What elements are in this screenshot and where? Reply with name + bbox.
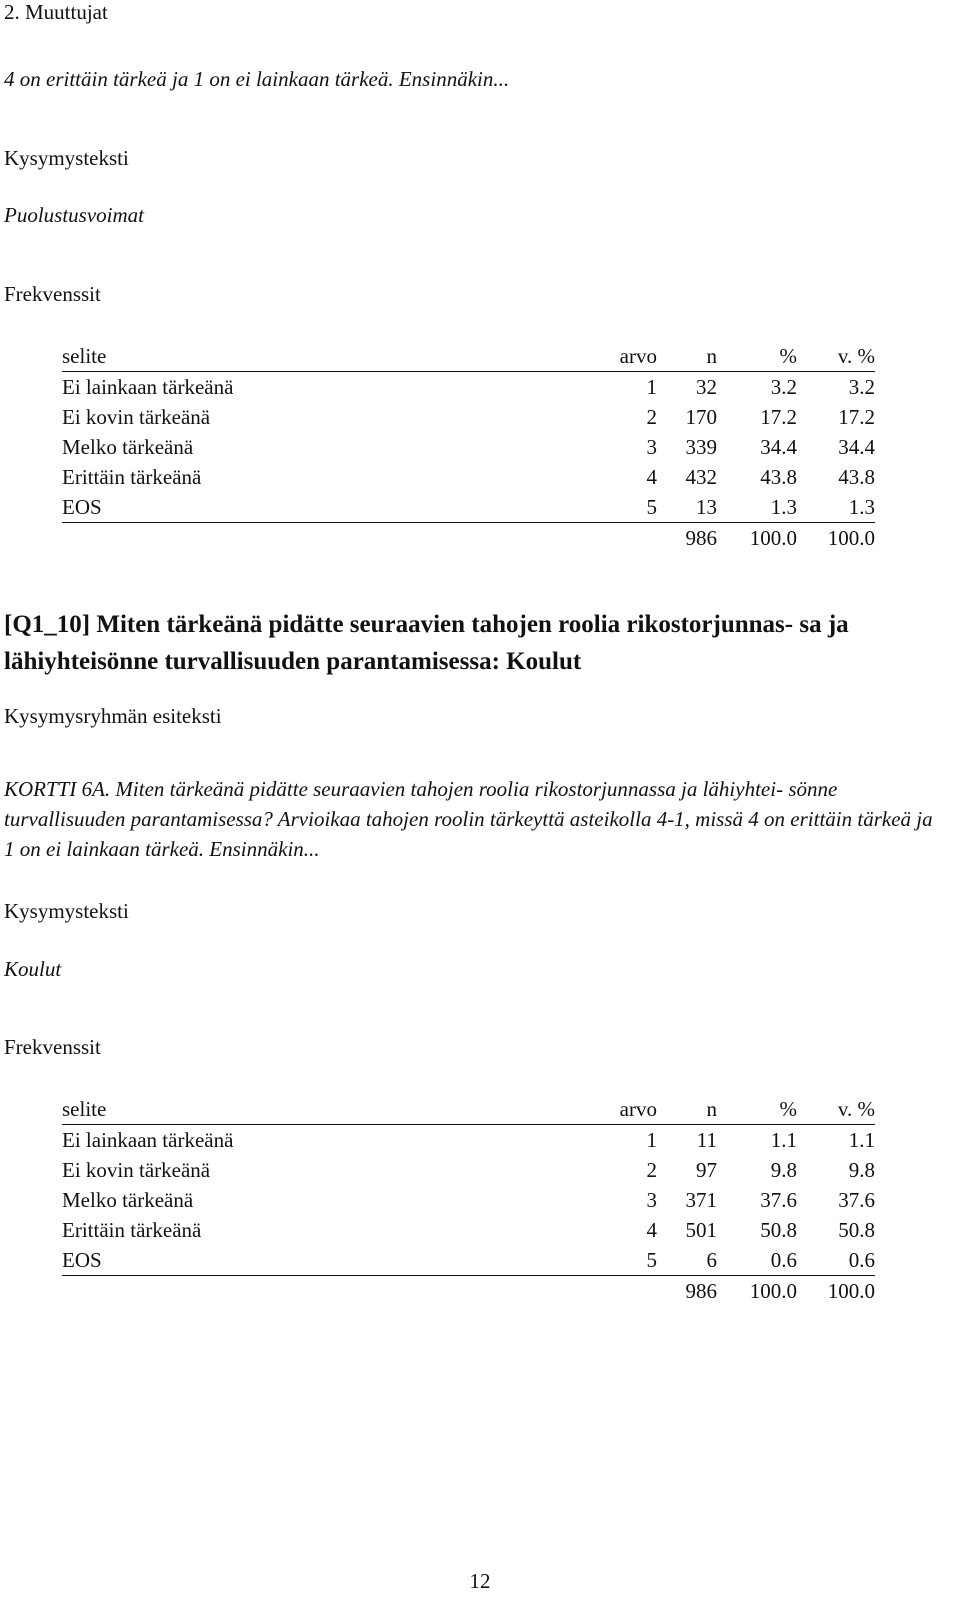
table-row bbox=[62, 462, 875, 492]
cell-percent: 3.2 bbox=[770, 375, 797, 399]
table-total-row bbox=[62, 1276, 875, 1307]
cell-label: Melko tärkeänä bbox=[62, 1188, 194, 1212]
header-percent: % bbox=[717, 1094, 797, 1125]
table-row bbox=[62, 1245, 875, 1276]
cell-percent: 1.1 bbox=[770, 1128, 797, 1152]
cell-valid-percent: 34.4 bbox=[838, 435, 875, 459]
total-n: 986 bbox=[685, 1279, 717, 1303]
table-row bbox=[62, 1155, 875, 1185]
cell-label: Ei lainkaan tärkeänä bbox=[62, 375, 234, 399]
cell-percent: 0.6 bbox=[717, 1245, 797, 1276]
section-header: 2. Muuttujat bbox=[4, 0, 108, 24]
cell-valid-percent: 9.8 bbox=[848, 1158, 875, 1182]
table-row bbox=[62, 372, 875, 403]
group-heading: Kysymysryhmän esiteksti bbox=[4, 704, 222, 728]
cell-arvo: 2 bbox=[646, 405, 657, 429]
cell-arvo: 5 bbox=[617, 492, 657, 523]
table-row bbox=[62, 1215, 875, 1245]
cell-n: 170 bbox=[685, 405, 717, 429]
question-title: [Q1_10] Miten tärkeänä pidätte seuraavien tahojen roolia rikostorjunnas- sa ja lähiyhteisönne turvallisuuden parantamisessa: Koulut bbox=[4, 611, 849, 675]
cell-percent: 1.3 bbox=[717, 492, 797, 523]
total-n: 986 bbox=[685, 526, 717, 550]
total-arvo bbox=[617, 1276, 657, 1307]
frequency-table bbox=[62, 1094, 875, 1306]
table-row bbox=[62, 492, 875, 523]
total-percent: 100.0 bbox=[749, 526, 797, 550]
cell-n: 97 bbox=[696, 1158, 717, 1182]
cell-label: Melko tärkeänä bbox=[62, 435, 194, 459]
header-percent: % bbox=[717, 341, 797, 372]
cell-percent: 17.2 bbox=[760, 405, 797, 429]
cell-valid-percent: 50.8 bbox=[838, 1218, 875, 1242]
group-intro-text: KORTTI 6A. Miten tärkeänä pidätte seuraavien tahojen roolia rikostorjunnassa ja lähiyhtei- sönne turvallisuuden parantamisessa? Arvioikaa tahojen roolin tärkeyttä asteikolla 4-1, missä 4 on erittäin tärkeä ja 1 on ei lainkaan tärkeä. Ensinnäkin... bbox=[4, 777, 933, 861]
cell-percent: 37.6 bbox=[760, 1188, 797, 1212]
frequency-heading: Frekvenssit bbox=[4, 282, 101, 306]
table-row bbox=[62, 1125, 875, 1156]
cell-arvo: 1 bbox=[646, 1128, 657, 1152]
cell-valid-percent: 37.6 bbox=[838, 1188, 875, 1212]
cell-valid-percent: 1.3 bbox=[797, 492, 875, 523]
cell-valid-percent: 3.2 bbox=[848, 375, 875, 399]
cell-label: EOS bbox=[62, 492, 617, 523]
cell-n: 501 bbox=[685, 1218, 717, 1242]
header-selite: selite bbox=[62, 341, 617, 372]
cell-label: EOS bbox=[62, 1245, 617, 1276]
cell-label: Erittäin tärkeänä bbox=[62, 1218, 202, 1242]
header-n: n bbox=[657, 341, 717, 372]
cell-n: 11 bbox=[696, 1128, 717, 1152]
header-arvo: arvo bbox=[617, 1094, 657, 1125]
cell-n: 32 bbox=[696, 375, 717, 399]
cell-n: 339 bbox=[685, 435, 717, 459]
cell-label: Erittäin tärkeänä bbox=[62, 465, 202, 489]
total-label bbox=[62, 523, 617, 554]
question-text: Koulut bbox=[4, 957, 62, 981]
table-header-row bbox=[62, 1094, 875, 1125]
question-heading: Kysymysteksti bbox=[4, 146, 129, 170]
cell-valid-percent: 43.8 bbox=[838, 465, 875, 489]
question-text: Puolustusvoimat bbox=[4, 203, 144, 227]
header-selite: selite bbox=[62, 1094, 617, 1125]
cell-arvo: 4 bbox=[646, 1218, 657, 1242]
cell-percent: 9.8 bbox=[770, 1158, 797, 1182]
intro-tail: 4 on erittäin tärkeä ja 1 on ei lainkaan tärkeä. Ensinnäkin... bbox=[4, 67, 510, 91]
cell-n: 371 bbox=[685, 1188, 717, 1212]
cell-valid-percent: 17.2 bbox=[838, 405, 875, 429]
table-row bbox=[62, 432, 875, 462]
frequency-heading: Frekvenssit bbox=[4, 1035, 101, 1059]
header-valid-percent: v. % bbox=[797, 1094, 875, 1125]
frequency-table bbox=[62, 341, 875, 553]
table-row bbox=[62, 1185, 875, 1215]
header-n: n bbox=[657, 1094, 717, 1125]
cell-arvo: 4 bbox=[646, 465, 657, 489]
total-percent: 100.0 bbox=[749, 1279, 797, 1303]
cell-arvo: 3 bbox=[646, 1188, 657, 1212]
cell-arvo: 5 bbox=[617, 1245, 657, 1276]
cell-arvo: 2 bbox=[646, 1158, 657, 1182]
total-valid-percent: 100.0 bbox=[827, 526, 875, 550]
cell-percent: 34.4 bbox=[760, 435, 797, 459]
question-heading: Kysymysteksti bbox=[4, 899, 129, 923]
cell-n: 6 bbox=[657, 1245, 717, 1276]
page-number: 12 bbox=[469, 1569, 491, 1593]
cell-arvo: 3 bbox=[646, 435, 657, 459]
header-arvo: arvo bbox=[617, 341, 657, 372]
table-header-row bbox=[62, 341, 875, 372]
cell-label: Ei kovin tärkeänä bbox=[62, 1158, 211, 1182]
header-valid-percent: v. % bbox=[797, 341, 875, 372]
cell-arvo: 1 bbox=[646, 375, 657, 399]
cell-valid-percent: 1.1 bbox=[848, 1128, 875, 1152]
total-arvo bbox=[617, 523, 657, 554]
table-total-row bbox=[62, 523, 875, 554]
table-row bbox=[62, 402, 875, 432]
cell-label: Ei lainkaan tärkeänä bbox=[62, 1128, 234, 1152]
cell-percent: 50.8 bbox=[760, 1218, 797, 1242]
cell-n: 432 bbox=[685, 465, 717, 489]
cell-percent: 43.8 bbox=[760, 465, 797, 489]
total-label bbox=[62, 1276, 617, 1307]
cell-valid-percent: 0.6 bbox=[797, 1245, 875, 1276]
cell-label: Ei kovin tärkeänä bbox=[62, 405, 211, 429]
cell-n: 13 bbox=[657, 492, 717, 523]
total-valid-percent: 100.0 bbox=[827, 1279, 875, 1303]
